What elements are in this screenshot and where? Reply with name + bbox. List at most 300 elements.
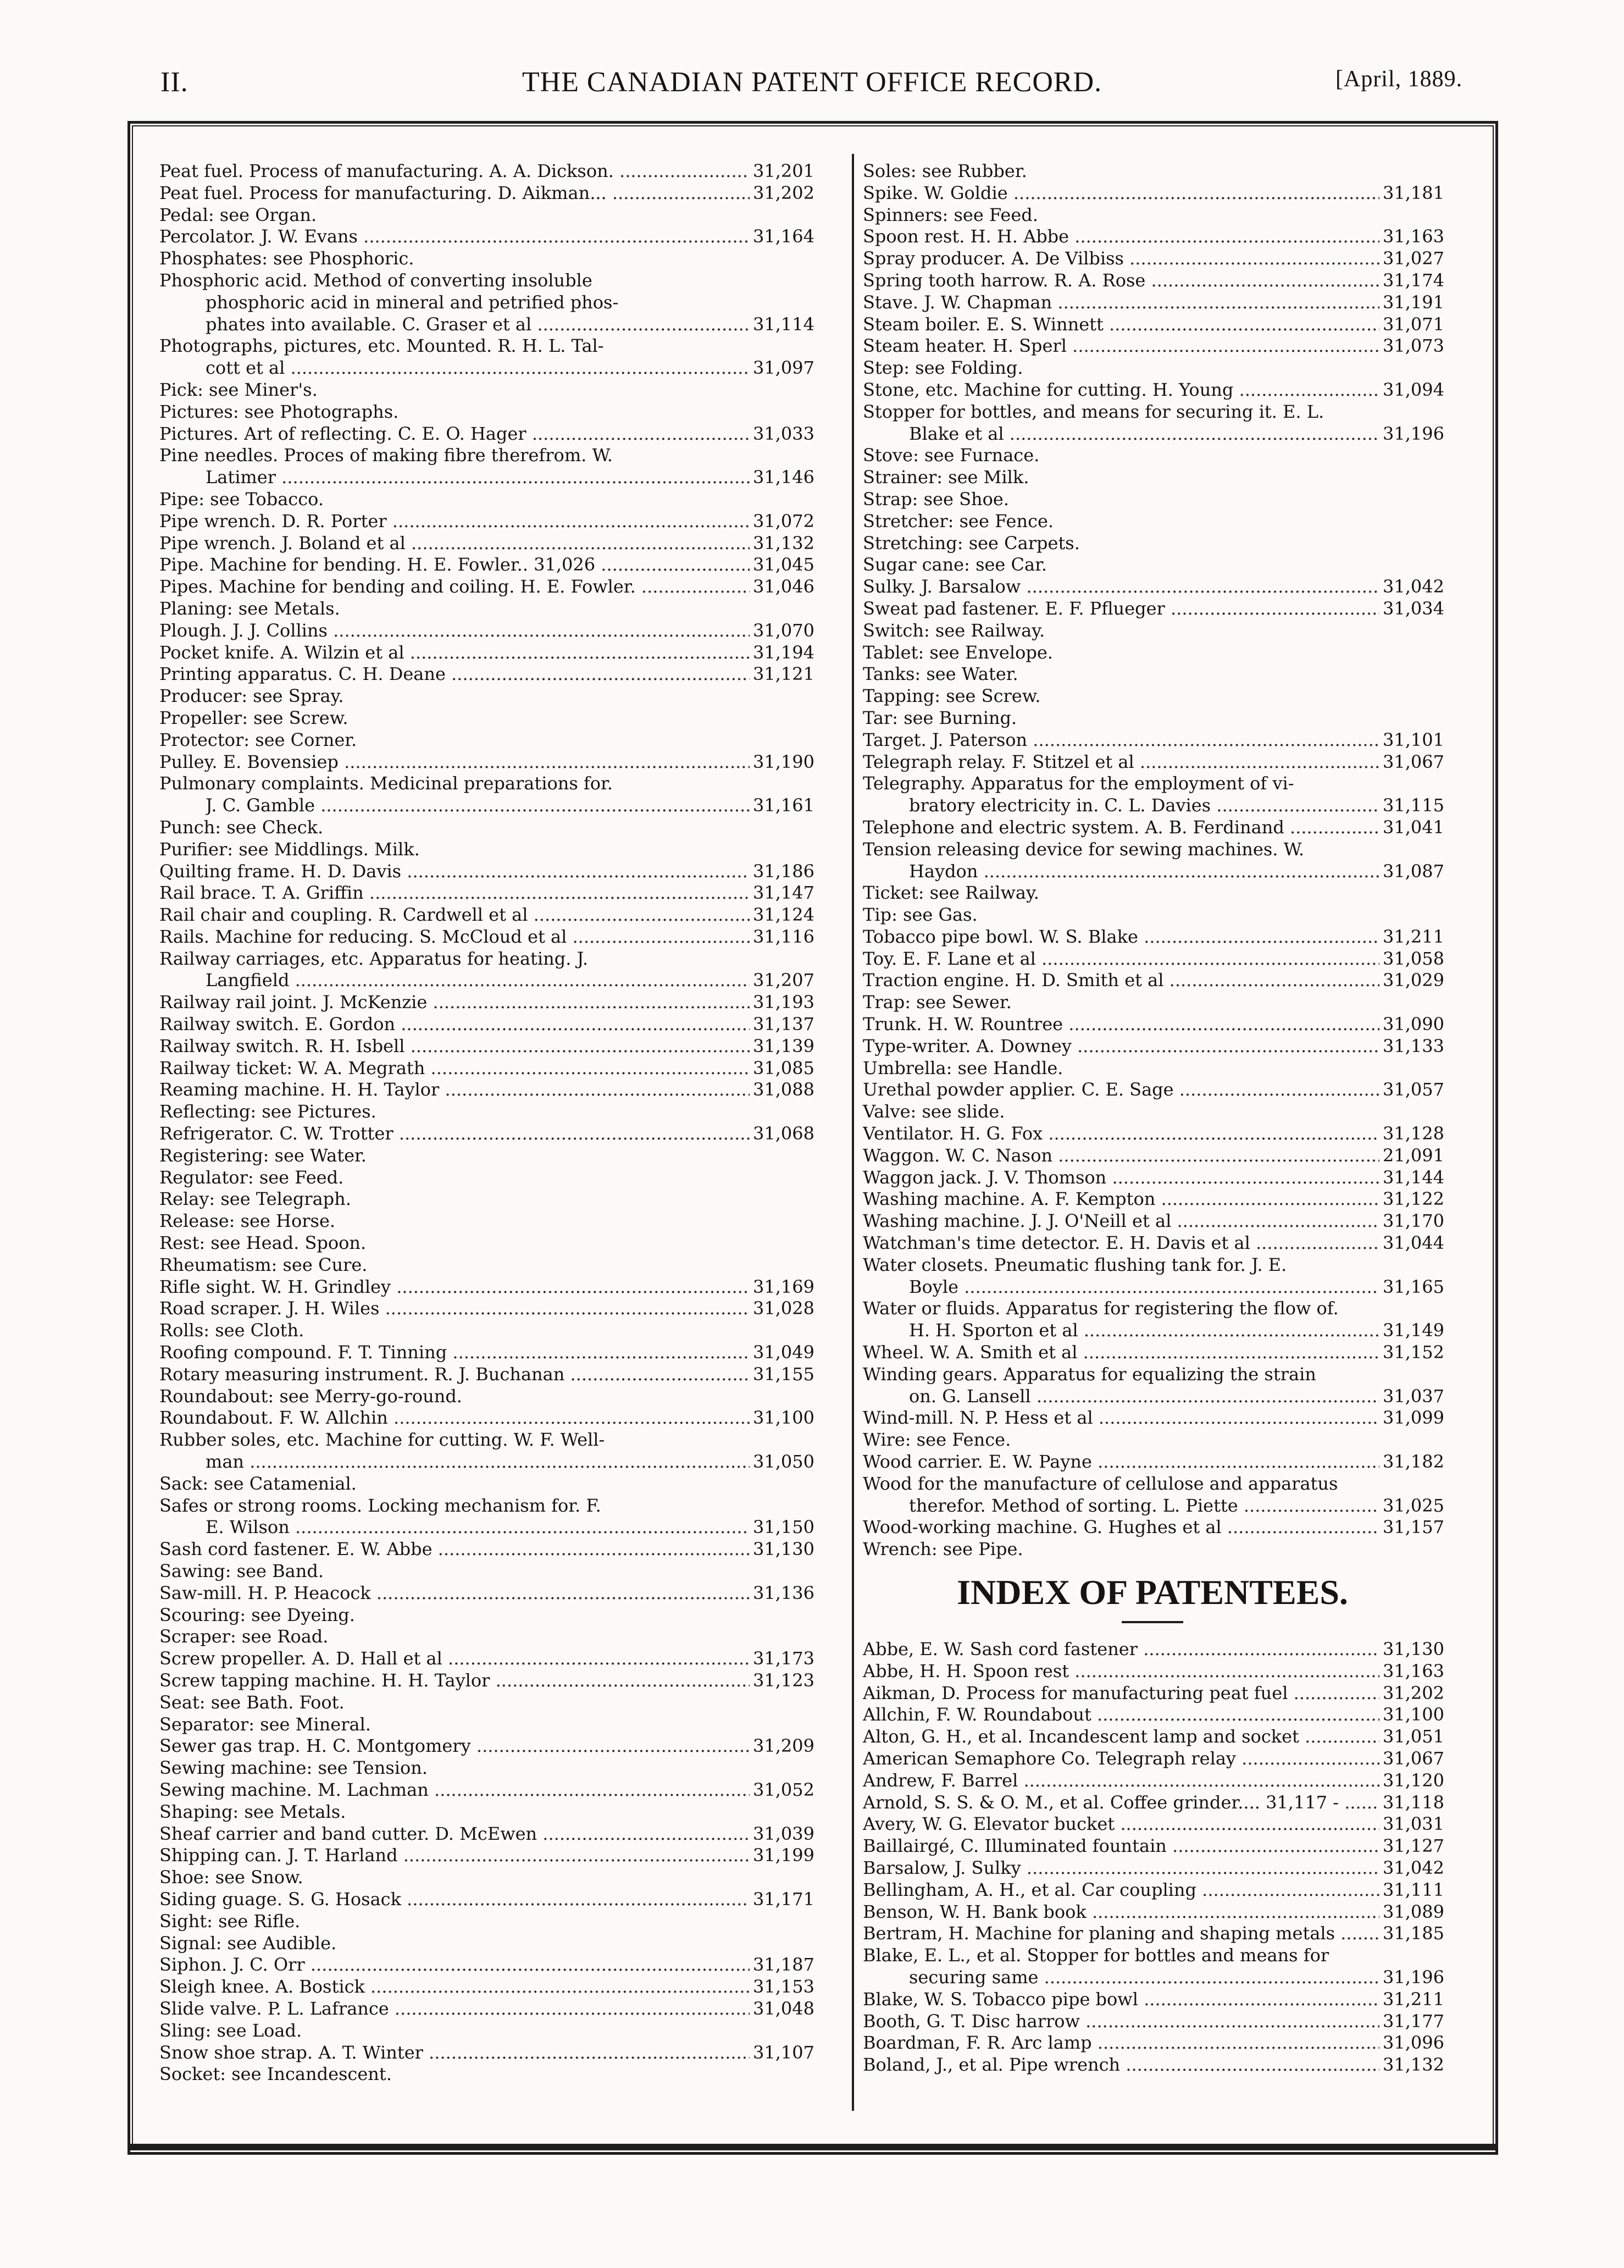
index-entry (159, 1954, 812, 1976)
index-entry (863, 1407, 1442, 1429)
patent-number: 31,122 (1383, 1188, 1444, 1210)
index-entry (159, 1298, 812, 1320)
index-entry (863, 314, 1442, 336)
index-entry (159, 554, 812, 576)
entry-text: Urethal powder applier. C. E. Sage ..... (863, 1079, 1379, 1101)
entry-text: Railway switch. R. H. Isbell ..... (159, 1036, 750, 1058)
entry-text: Aikman, D. Process for manufacturing peat fuel ..... (863, 1683, 1379, 1705)
index-line: Soles: see Rubber. (863, 161, 1027, 181)
entry-text: Langfield ..... (206, 970, 750, 992)
patent-number: 31,146 (753, 467, 814, 488)
index-entry (159, 576, 812, 598)
entry-text: Trunk. H. W. Rountree ..... (863, 1014, 1379, 1036)
patent-number: 31,107 (753, 2042, 814, 2063)
patent-number: 31,130 (753, 1539, 814, 1560)
patent-number: 31,099 (1383, 1407, 1444, 1429)
index-entry (159, 2042, 812, 2064)
index-entry (159, 357, 812, 379)
index-line: Separator: see Mineral. (159, 1713, 371, 1735)
index-line: Shoe: see Snow. (159, 1867, 303, 1888)
entry-text: Screw propeller. A. D. Hall et al ..... (159, 1648, 750, 1670)
entry-text: E. Wilson ..... (206, 1517, 750, 1539)
patent-number: 31,196 (1383, 423, 1444, 444)
patent-number: 31,118 (1383, 1791, 1444, 1813)
index-entry (863, 576, 1442, 598)
index-entry (863, 2011, 1442, 2033)
index-entry (159, 926, 812, 948)
index-entry (159, 511, 812, 533)
entry-text: Pipes. Machine for bending and coiling. H. E. Fowler. ..... (159, 576, 750, 598)
patent-number: 31,149 (1383, 1320, 1444, 1341)
entry-text: Plough. J. J. Collins ..... (159, 620, 750, 642)
entry-text: Barsalow, J. Sulky ..... (863, 1857, 1379, 1879)
patent-number: 31,031 (1383, 1813, 1444, 1835)
index-line: Wire: see Fence. (863, 1429, 1011, 1451)
index-line: Stove: see Furnace. (863, 445, 1040, 466)
index-line: Pulmonary complaints. Medicinal preparations for. (159, 773, 613, 794)
index-line: Registering: see Water. (159, 1144, 367, 1166)
entry-text: Wood-working machine. G. Hughes et al ..... (863, 1517, 1379, 1539)
index-entry (863, 1495, 1442, 1517)
index-entry (159, 663, 812, 685)
index-line: Rolls: see Cloth. (159, 1320, 304, 1341)
index-entry (863, 226, 1442, 248)
index-line: Tanks: see Water. (863, 663, 1018, 685)
entry-text: Boardman, F. R. Arc lamp ..... (863, 2032, 1379, 2054)
patent-number: 31,165 (1383, 1276, 1444, 1297)
index-line: Pine needles. Proces of making fibre therefrom. W. (159, 445, 613, 466)
index-entry (159, 423, 812, 445)
index-entry (159, 182, 812, 204)
index-entry (159, 1889, 812, 1911)
entry-text: Printing apparatus. C. H. Deane ..... (159, 663, 750, 685)
patent-number: 31,027 (1383, 248, 1444, 269)
index-line: Sewing machine: see Tension. (159, 1757, 428, 1779)
index-line: Water closets. Pneumatic flushing tank for. J. E. (863, 1254, 1287, 1275)
patent-number: 31,115 (1383, 795, 1444, 816)
index-entry (159, 314, 812, 336)
index-line: Phosphoric acid. Method of converting insoluble (159, 269, 592, 291)
entry-text: on. G. Lansell ..... (909, 1386, 1379, 1408)
index-entry (159, 642, 812, 664)
index-entry (863, 1661, 1442, 1683)
patent-number: 31,072 (753, 510, 814, 532)
index-line: Tar: see Burning. (863, 707, 1017, 728)
patent-number: 31,196 (1383, 1966, 1444, 1988)
entry-text: Roofing compound. F. T. Tinning ..... (159, 1342, 750, 1364)
index-entry (159, 1845, 812, 1867)
index-line: Blake, E. L., et al. Stopper for bottles and means for (863, 1945, 1329, 1966)
index-entry (863, 1683, 1442, 1705)
index-entry (863, 817, 1442, 839)
entry-text: Sash cord fastener. E. W. Abbe ..... (159, 1539, 750, 1561)
entry-text: Spring tooth harrow. R. A. Rose ..... (863, 270, 1379, 292)
right-column (863, 161, 1442, 2076)
entry-text: Wind-mill. N. P. Hess et al ..... (863, 1407, 1379, 1429)
index-line: Safes or strong rooms. Locking mechanism for. F. (159, 1495, 601, 1516)
index-entry (159, 1779, 812, 1801)
index-line: Stretching: see Carpets. (863, 532, 1080, 554)
entry-text: Waggon jack. J. V. Thomson ..... (863, 1167, 1379, 1189)
index-entry (863, 270, 1442, 292)
entry-text: Spike. W. Goldie ..... (863, 182, 1379, 204)
index-entry (863, 1770, 1442, 1792)
entry-text: Roundabout. F. W. Allchin ..... (159, 1407, 750, 1429)
entry-text: Rail chair and coupling. R. Cardwell et al ..... (159, 904, 750, 926)
index-line: Spinners: see Feed. (863, 204, 1038, 225)
entry-text: Siphon. J. C. Orr ..... (159, 1954, 750, 1976)
patent-number: 31,033 (753, 423, 814, 444)
entry-text: Stave. J. W. Chapman ..... (863, 292, 1379, 314)
index-entry (159, 1058, 812, 1080)
patent-number: 31,194 (753, 641, 814, 663)
entry-text: Sheaf carrier and band cutter. D. McEwen ..... (159, 1823, 750, 1845)
page-number: II. (160, 67, 189, 98)
index-line: Valve: see slide. (863, 1101, 1005, 1122)
right-entries (863, 161, 1442, 1561)
index-entry (159, 861, 812, 883)
entry-text: Wheel. W. A. Smith et al ..... (863, 1342, 1379, 1364)
index-entry (159, 533, 812, 555)
index-line: Pick: see Miner's. (159, 379, 318, 400)
index-line: Phosphates: see Phosphoric. (159, 248, 414, 269)
entry-text: Washing machine. J. J. O'Neill et al ..... (863, 1210, 1379, 1232)
patent-number: 31,121 (753, 663, 814, 685)
index-entry (863, 1210, 1442, 1232)
patent-number: 31,209 (753, 1735, 814, 1757)
index-entry (159, 620, 812, 642)
patent-number: 31,034 (1383, 598, 1444, 619)
index-entry (159, 161, 812, 182)
index-entry (863, 182, 1442, 204)
index-entry (159, 1823, 812, 1845)
index-entry (159, 226, 812, 248)
index-entry (863, 1517, 1442, 1539)
index-entry (863, 1386, 1442, 1408)
index-line: Planing: see Metals. (159, 598, 340, 619)
entry-text: Avery, W. G. Elevator bucket ..... (863, 1813, 1379, 1835)
index-of-patentees (863, 1639, 1442, 2076)
entry-text: bratory electricity in. C. L. Davies ..... (909, 795, 1379, 817)
patent-number: 31,042 (1383, 576, 1444, 598)
patent-number: 31,202 (1383, 1682, 1444, 1703)
index-entry (863, 1320, 1442, 1342)
entry-text: Blake, W. S. Tobacco pipe bowl ..... (863, 1989, 1379, 2011)
index-entry (159, 1407, 812, 1429)
entry-text: Boyle ..... (909, 1276, 1379, 1298)
patent-number: 31,152 (1383, 1342, 1444, 1363)
left-column (159, 161, 812, 2086)
index-entry (159, 992, 812, 1014)
patent-number: 31,120 (1383, 1769, 1444, 1791)
patent-number: 31,097 (753, 357, 814, 379)
index-line: Railway carriages, etc. Apparatus for heating. J. (159, 948, 589, 969)
entry-text: J. C. Gamble ..... (206, 795, 750, 817)
entry-text: H. H. Sporton et al ..... (909, 1320, 1379, 1342)
index-line: Ticket: see Railway. (863, 882, 1039, 904)
patent-number: 31,136 (753, 1582, 814, 1603)
patent-number: 31,073 (1383, 335, 1444, 357)
patent-number: 31,190 (753, 751, 814, 772)
patent-number: 31,207 (753, 970, 814, 991)
entry-text: Sewer gas trap. H. C. Montgomery ..... (159, 1735, 750, 1757)
patent-number: 31,058 (1383, 948, 1444, 969)
patent-number: 31,096 (1383, 2032, 1444, 2054)
patent-number: 31,068 (753, 1123, 814, 1144)
patent-number: 31,087 (1383, 860, 1444, 882)
index-line: Rubber soles, etc. Machine for cutting. W. F. Well- (159, 1429, 605, 1451)
index-entry (159, 1342, 812, 1364)
entry-text: Sulky. J. Barsalow ..... (863, 576, 1379, 598)
entry-text: Screw tapping machine. H. H. Taylor ..... (159, 1670, 750, 1692)
index-line: Trap: see Sewer. (863, 992, 1012, 1013)
index-line: Stretcher: see Fence. (863, 510, 1054, 532)
page-title: THE CANADIAN PATENT OFFICE RECORD. (522, 67, 1102, 98)
patent-number: 31,124 (753, 904, 814, 926)
index-entry (863, 751, 1442, 773)
index-entry (863, 1901, 1442, 1923)
index-entry (863, 948, 1442, 970)
patent-number: 31,114 (753, 313, 814, 335)
patent-number: 31,147 (753, 882, 814, 904)
patent-number: 31,101 (1383, 729, 1444, 750)
index-entry (863, 1989, 1442, 2011)
patent-number: 31,137 (753, 1014, 814, 1035)
patent-number: 31,090 (1383, 1014, 1444, 1035)
entry-text: Bellingham, A. H., et al. Car coupling ..... (863, 1879, 1379, 1901)
patent-number: 31,028 (753, 1298, 814, 1319)
entry-text: Sleigh knee. A. Bostick ..... (159, 1976, 750, 1998)
entry-text: Rotary measuring instrument. R. J. Buchanan ..... (159, 1364, 750, 1386)
index-entry (863, 335, 1442, 357)
patent-number: 31,067 (1383, 751, 1444, 772)
index-line: Regulator: see Feed. (159, 1166, 344, 1188)
index-line: Pedal: see Organ. (159, 204, 317, 225)
patent-number: 31,132 (753, 532, 814, 554)
patent-number: 31,164 (753, 226, 814, 247)
patent-number: 31,185 (1383, 1923, 1444, 1944)
entry-text: Rifle sight. W. H. Grindley ..... (159, 1276, 750, 1298)
patent-number: 31,153 (753, 1976, 814, 1998)
patent-number: 31,044 (1383, 1232, 1444, 1254)
index-entry (863, 1342, 1442, 1364)
index-line: Pipe: see Tobacco. (159, 488, 324, 510)
index-line: Rheumatism: see Cure. (159, 1254, 368, 1275)
entry-text: Pipe wrench. D. R. Porter ..... (159, 511, 750, 533)
index-entry (863, 1704, 1442, 1726)
entry-text: Benson, W. H. Bank book ..... (863, 1901, 1379, 1923)
entry-text: Target. J. Paterson ..... (863, 729, 1379, 751)
index-entry (159, 882, 812, 904)
index-entry (159, 1976, 812, 1998)
entry-text: Quilting frame. H. D. Davis ..... (159, 861, 750, 883)
index-line: Socket: see Incandescent. (159, 2064, 392, 2085)
patent-number: 31,187 (753, 1954, 814, 1976)
index-entry (159, 1670, 812, 1692)
patent-number: 31,130 (1383, 1639, 1444, 1659)
entry-text: Toy. E. F. Lane et al ..... (863, 948, 1379, 970)
index-line: Propeller: see Screw. (159, 707, 348, 728)
index-entry (159, 904, 812, 926)
entry-text: phates into available. C. Graser et al ..... (206, 314, 750, 336)
entry-text: Telegraph relay. F. Stitzel et al ..... (863, 751, 1379, 773)
patent-number: 31,144 (1383, 1166, 1444, 1188)
index-line: Strap: see Shoe. (863, 488, 1009, 510)
index-line: Sling: see Load. (159, 2020, 302, 2041)
index-entry (863, 1835, 1442, 1857)
entry-text: Tobacco pipe bowl. W. S. Blake ..... (863, 926, 1379, 948)
patent-number: 31,111 (1383, 1879, 1444, 1900)
index-entry (863, 1232, 1442, 1254)
index-entry (159, 467, 812, 489)
entry-text: Waggon. W. C. Nason ..... (863, 1145, 1379, 1167)
patent-number: 31,201 (753, 161, 814, 181)
index-entry (863, 379, 1442, 401)
patent-number: 31,029 (1383, 970, 1444, 991)
column-divider (852, 154, 854, 2111)
index-line: Seat: see Bath. Foot. (159, 1691, 345, 1713)
index-line: Sack: see Catamenial. (159, 1473, 357, 1494)
patent-number: 31,057 (1383, 1079, 1444, 1100)
index-title-rule (1122, 1621, 1183, 1623)
entry-text: Spoon rest. H. H. Abbe ..... (863, 226, 1379, 248)
patent-number: 31,088 (753, 1079, 814, 1100)
entry-text: Pulley. E. Bovensiep ..... (159, 751, 750, 773)
patent-number: 31,193 (753, 992, 814, 1013)
entry-text: Spray producer. A. De Vilbiss ..... (863, 248, 1379, 270)
entry-text: Rail brace. T. A. Griffin ..... (159, 882, 750, 904)
index-line: Reflecting: see Pictures. (159, 1101, 376, 1122)
patent-number: 31,181 (1383, 182, 1444, 203)
patent-number: 31,094 (1383, 379, 1444, 400)
entry-text: Arnold, S. S. & O. M., et al. Coffee grinder.... 31,117 - ..... (863, 1792, 1379, 1814)
index-entry (159, 1517, 812, 1539)
index-entry (863, 795, 1442, 817)
entry-text: Steam heater. H. Sperl ..... (863, 335, 1379, 357)
index-line: Sugar cane: see Car. (863, 554, 1047, 576)
index-entry (863, 1145, 1442, 1167)
patent-number: 31,046 (753, 576, 814, 598)
patent-number: 31,199 (753, 1845, 814, 1866)
entry-text: Latimer ..... (206, 467, 750, 489)
index-entry (863, 1036, 1442, 1058)
entry-text: Type-writer. A. Downey ..... (863, 1036, 1379, 1058)
entry-text: Peat fuel. Process of manufacturing. A. A. Dickson. ..... (159, 161, 750, 182)
index-line: Wood for the manufacture of cellulose and apparatus (863, 1473, 1338, 1494)
index-entry (863, 1967, 1442, 1989)
index-line: Photographs, pictures, etc. Mounted. R. H. L. Tal- (159, 335, 604, 357)
patent-number: 31,045 (753, 554, 814, 576)
index-entry (863, 292, 1442, 314)
patent-number: 31,085 (753, 1057, 814, 1078)
patent-number: 31,025 (1383, 1495, 1444, 1516)
patent-number: 31,170 (1383, 1210, 1444, 1232)
index-entry (159, 1998, 812, 2020)
index-entry (159, 1276, 812, 1298)
index-entry (159, 1451, 812, 1473)
entry-text: Andrew, F. Barrel ..... (863, 1770, 1379, 1792)
patent-number: 31,100 (753, 1407, 814, 1429)
entry-text: Washing machine. A. F. Kempton ..... (863, 1188, 1379, 1210)
patent-number: 31,150 (753, 1517, 814, 1538)
entry-text: Railway ticket: W. A. Megrath ..... (159, 1058, 750, 1080)
index-entry (863, 598, 1442, 620)
entry-text: man ..... (206, 1451, 750, 1473)
index-line: Scouring: see Dyeing. (159, 1604, 355, 1625)
entry-text: cott et al ..... (206, 357, 750, 379)
entry-text: Ventilator. H. G. Fox ..... (863, 1123, 1379, 1145)
entry-text: securing same ..... (909, 1967, 1379, 1989)
index-line: Tapping: see Screw. (863, 685, 1041, 707)
entry-text: Telephone and electric system. A. B. Ferdinand ..... (863, 817, 1379, 839)
index-entry (863, 1079, 1442, 1101)
patent-number: 31,116 (753, 926, 814, 947)
index-entry (863, 1014, 1442, 1036)
entry-text: Stone, etc. Machine for cutting. H. Young ..... (863, 379, 1379, 401)
index-line: Sight: see Rifle. (159, 1910, 301, 1932)
entry-text: Wood carrier. E. W. Payne ..... (863, 1451, 1379, 1473)
patent-number: 31,049 (753, 1342, 814, 1363)
patent-number: 31,100 (1383, 1704, 1444, 1725)
entry-text: Steam boiler. E. S. Winnett ..... (863, 314, 1379, 336)
patent-number: 31,182 (1383, 1451, 1444, 1473)
patent-number: 31,186 (753, 860, 814, 882)
entry-text: Slide valve. P. L. Lafrance ..... (159, 1998, 750, 2020)
index-entry (863, 1639, 1442, 1661)
index-line: Umbrella: see Handle. (863, 1057, 1063, 1078)
entry-text: Snow shoe strap. A. T. Winter ..... (159, 2042, 750, 2064)
patent-number: 31,089 (1383, 1901, 1444, 1922)
index-entry (159, 795, 812, 817)
entry-text: Bertram, H. Machine for planing and shaping metals ..... (863, 1923, 1379, 1945)
entry-text: Road scraper. J. H. Wiles ..... (159, 1298, 750, 1320)
entry-text: Pictures. Art of reflecting. C. E. O. Hager ..... (159, 423, 750, 445)
index-entry (863, 729, 1442, 751)
index-line: Telegraphy. Apparatus for the employment of vi- (863, 773, 1294, 794)
index-entry (863, 926, 1442, 948)
index-line: Signal: see Audible. (159, 1932, 337, 1954)
entry-text: Railway rail joint. J. McKenzie ..... (159, 992, 750, 1014)
index-entry (863, 248, 1442, 270)
patent-number: 31,051 (1383, 1726, 1444, 1747)
patent-number: 31,067 (1383, 1747, 1444, 1769)
patent-number: 31,050 (753, 1451, 814, 1473)
index-line: Winding gears. Apparatus for equalizing the strain (863, 1363, 1316, 1385)
patent-number: 31,133 (1383, 1035, 1444, 1056)
patent-number: 31,173 (753, 1648, 814, 1669)
patent-number: 31,132 (1383, 2054, 1444, 2076)
index-line: Purifier: see Middlings. Milk. (159, 838, 420, 860)
entry-text: Pipe. Machine for bending. H. E. Fowler.. 31,026 ..... (159, 554, 750, 576)
patent-number: 31,211 (1383, 926, 1444, 947)
index-line: Pictures: see Photographs. (159, 401, 399, 422)
index-line: Rest: see Head. Spoon. (159, 1232, 367, 1254)
issue-date: [April, 1889. (1335, 67, 1463, 92)
index-line: Protector: see Corner. (159, 729, 357, 750)
index-entry (159, 751, 812, 773)
index-line: Tablet: see Envelope. (863, 641, 1053, 663)
index-entry (159, 1123, 812, 1145)
entry-text: Sewing machine. M. Lachman ..... (159, 1779, 750, 1801)
index-entry (159, 1735, 812, 1757)
entry-text: Boland, J., et al. Pipe wrench ..... (863, 2054, 1379, 2076)
entry-text: Siding guage. S. G. Hosack ..... (159, 1889, 750, 1911)
index-entry (863, 1792, 1442, 1814)
patent-number: 31,202 (753, 182, 814, 203)
patent-number: 31,155 (753, 1363, 814, 1385)
index-entry (863, 423, 1442, 445)
patent-number: 31,048 (753, 1998, 814, 2019)
